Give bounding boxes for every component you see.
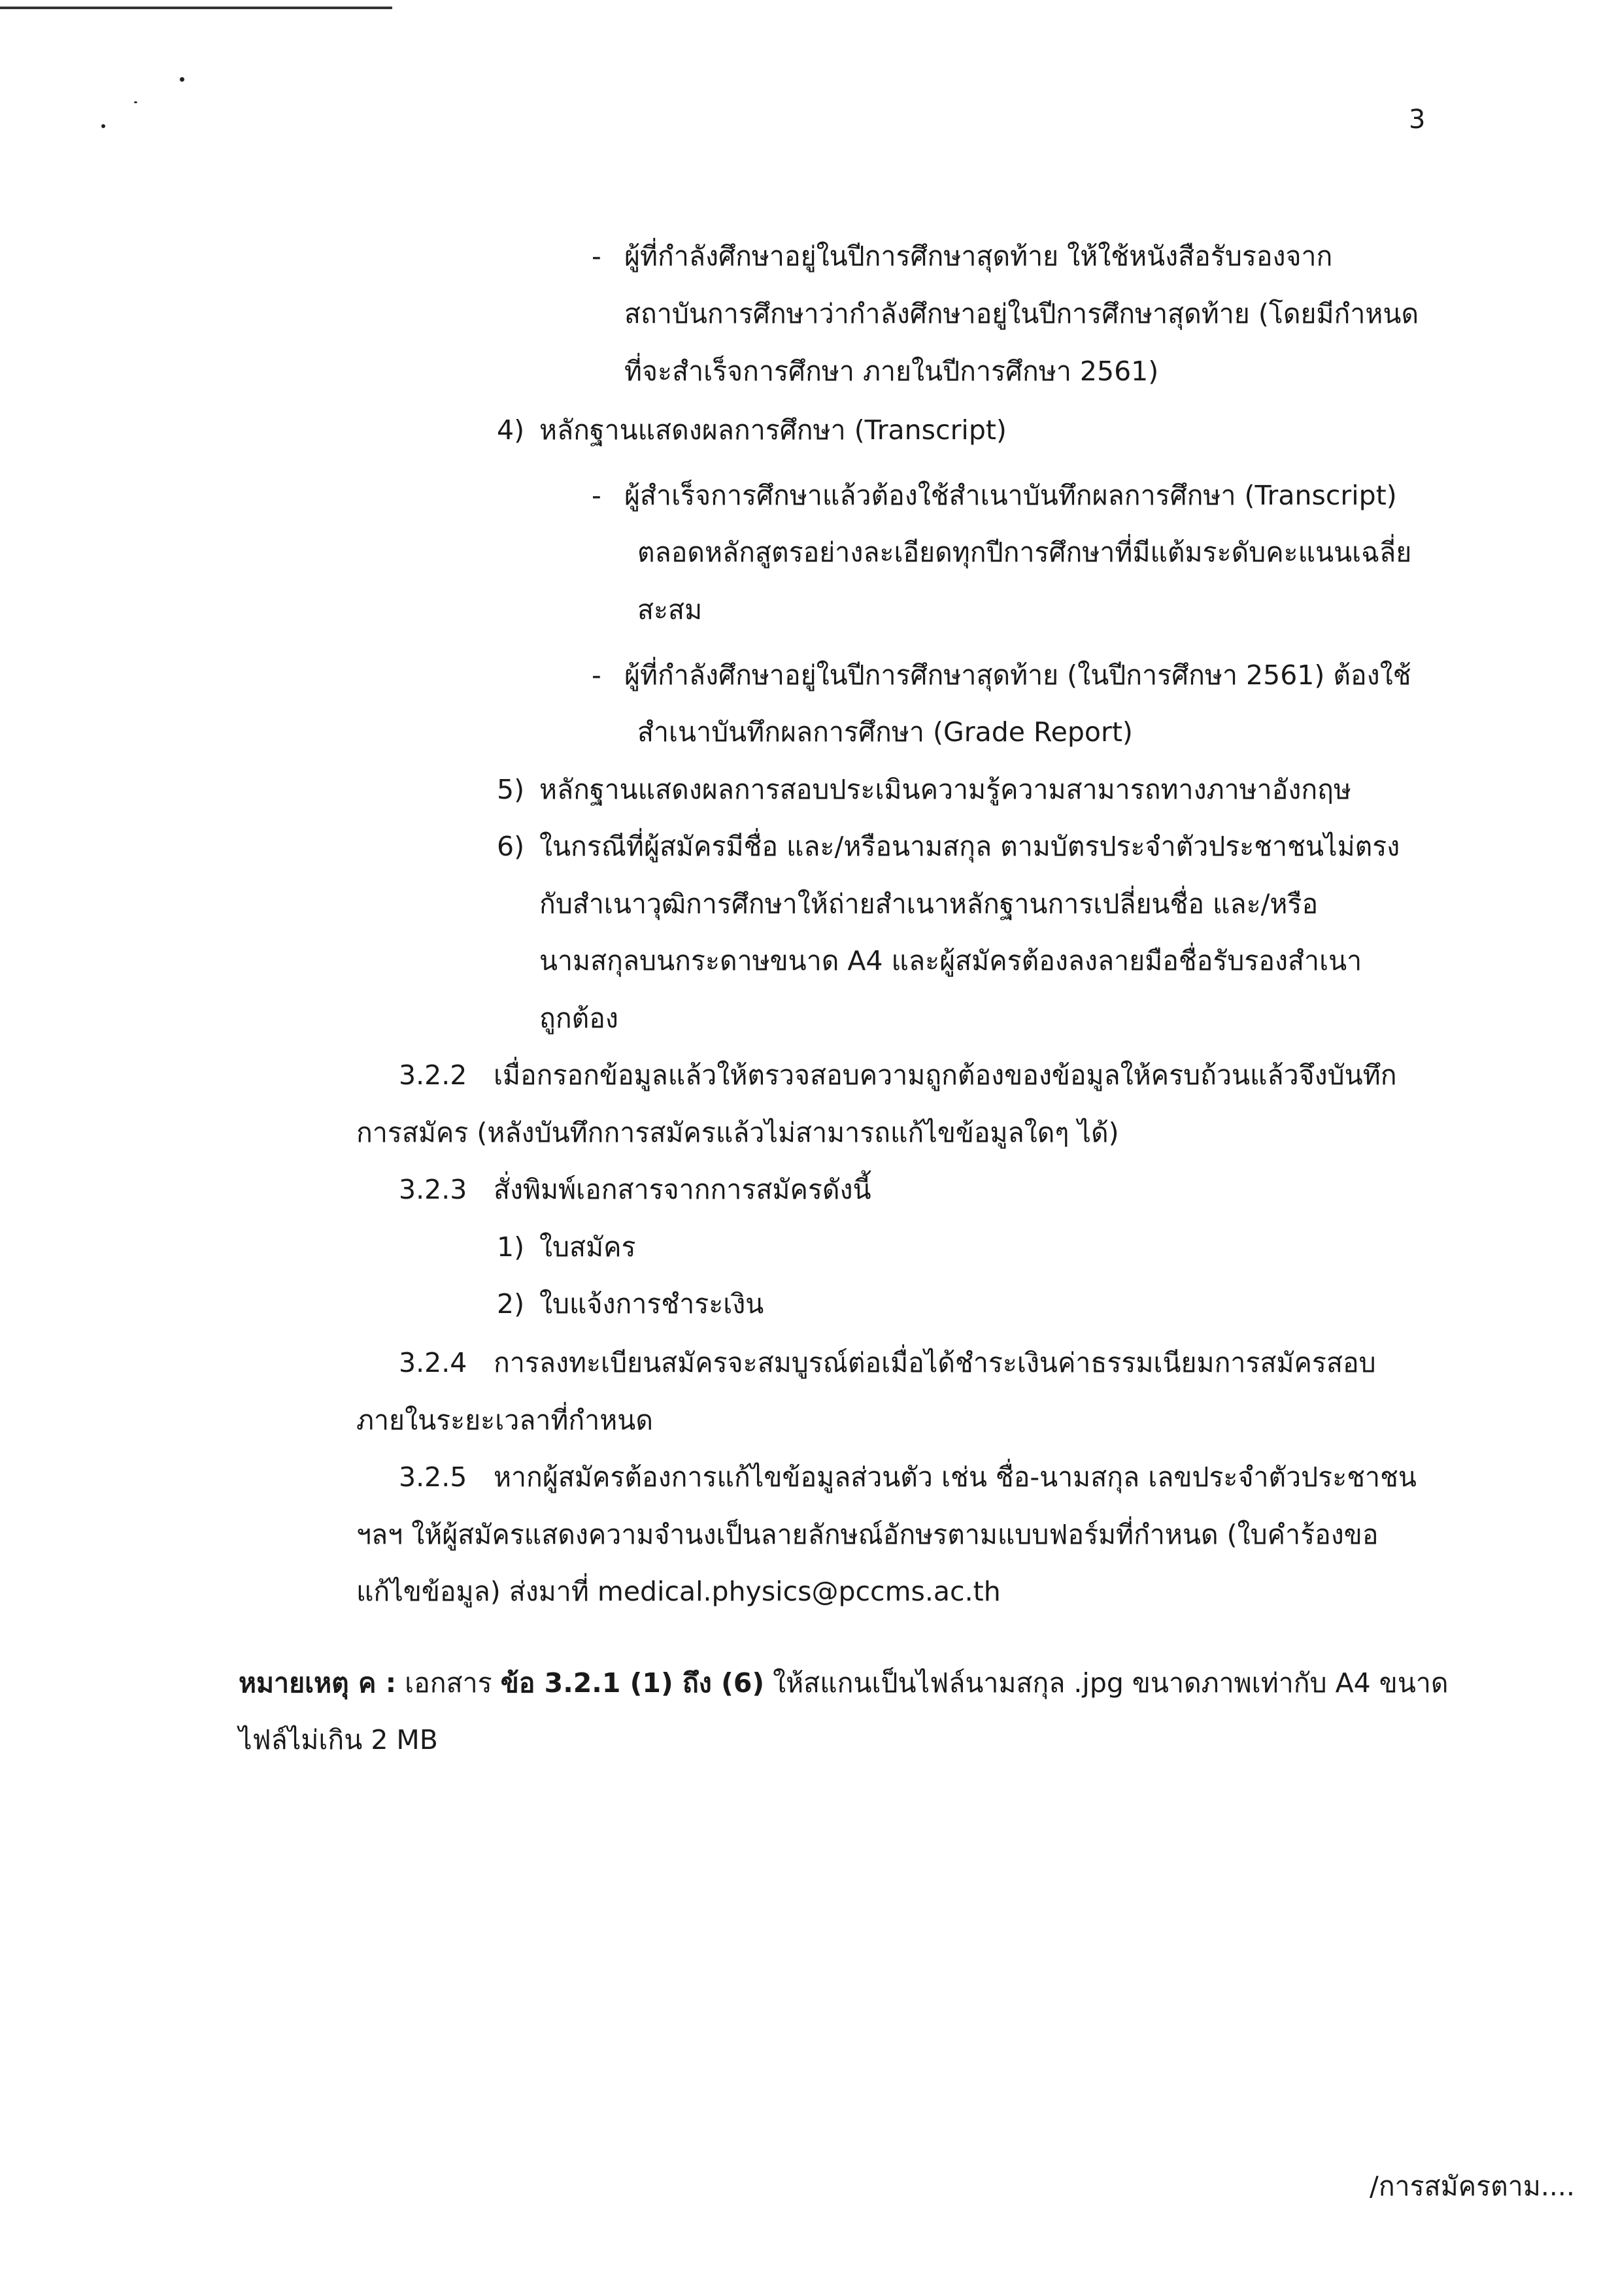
item-6-line-4: ถูกต้อง [539, 1003, 618, 1034]
continuation-marker: /การสมัครตาม.... [1370, 2171, 1575, 2202]
item-6-line-2: กับสำเนาวุฒิการศึกษาให้ถ่ายสำเนาหลักฐานการเปลี่ยนชื่อ และ/หรือ [539, 888, 1319, 920]
item-4-heading: หลักฐานแสดงผลการศึกษา (Transcript) [539, 414, 1007, 446]
bullet-dash: - [592, 241, 601, 272]
section-3-2-3-item-2: ใบแจ้งการชำระเงิน [539, 1288, 764, 1320]
item-6-line-1: ในกรณีที่ผู้สมัครมีชื่อ และ/หรือนามสกุล ตามบัตรประจำตัวประชาชนไม่ตรง [539, 831, 1400, 862]
section-3-2-3-line-1: สั่งพิมพ์เอกสารจากการสมัครดังนี้ [494, 1174, 871, 1205]
section-3-2-4-line-1: การลงทะเบียนสมัครจะสมบูรณ์ต่อเมื่อได้ชำระเงินค่าธรรมเนียมการสมัครสอบ [494, 1347, 1376, 1378]
final-year-cert-line-2: สถาบันการศึกษาว่ากำลังศึกษาอยู่ในปีการศึกษาสุดท้าย (โดยมีกำหนด [624, 298, 1419, 329]
section-3-2-3-item-1: ใบสมัคร [539, 1231, 636, 1263]
graduated-line-1: ผู้สำเร็จการศึกษาแล้วต้องใช้สำเนาบันทึกผลการศึกษา (Transcript) [624, 480, 1397, 511]
note-document-reference: ข้อ 3.2.1 (1) ถึง (6) [500, 1667, 765, 1699]
note-text-a: เอกสาร [396, 1667, 501, 1699]
studying-line-2: สำเนาบันทึกผลการศึกษา (Grade Report) [637, 716, 1133, 748]
scan-speck [180, 77, 184, 82]
scan-top-rule [0, 7, 392, 9]
final-year-cert-line-1: ผู้ที่กำลังศึกษาอยู่ในปีการศึกษาสุดท้าย ให้ใช้หนังสือรับรองจาก [624, 241, 1333, 272]
bullet-dash: - [592, 480, 601, 511]
final-year-cert-line-3: ที่จะสำเร็จการศึกษา ภายในปีการศึกษา 2561) [624, 356, 1159, 387]
page-number: 3 [1409, 105, 1426, 135]
section-3-2-2-line-1: เมื่อกรอกข้อมูลแล้วให้ตรวจสอบความถูกต้องของข้อมูลให้ครบถ้วนแล้วจึงบันทึก [494, 1059, 1397, 1091]
item-6-line-3: นามสกุลบนกระดาษขนาด A4 และผู้สมัครต้องลงลายมือชื่อรับรองสำเนา [539, 945, 1362, 976]
item-6-number: 6) [497, 831, 525, 862]
section-3-2-2-line-2: การสมัคร (หลังบันทึกการสมัครแล้วไม่สามารถแก้ไขข้อมูลใดๆ ได้) [356, 1117, 1119, 1148]
note-label: หมายเหตุ ค : [239, 1667, 397, 1699]
item-4-number: 4) [497, 414, 525, 446]
bullet-dash: - [592, 659, 601, 691]
note-text-b: ให้สแกนเป็นไฟล์นามสกุล .jpg ขนาดภาพเท่ากับ A4 ขนาด [764, 1667, 1449, 1699]
section-3-2-5-number: 3.2.5 [399, 1461, 467, 1493]
scan-speck [134, 101, 137, 103]
section-3-2-4-line-2: ภายในระยะเวลาที่กำหนด [356, 1405, 653, 1436]
section-3-2-3-number: 3.2.3 [399, 1174, 467, 1205]
section-3-2-5-line-3: แก้ไขข้อมูล) ส่งมาที่ medical.physics@pccms.ac.th [356, 1576, 1001, 1607]
item-5-number: 5) [497, 774, 525, 805]
graduated-line-2: ตลอดหลักสูตรอย่างละเอียดทุกปีการศึกษาที่มีแต้มระดับคะแนนเฉลี่ย [637, 537, 1412, 568]
section-3-2-3-item-1-number: 1) [497, 1231, 525, 1263]
section-3-2-3-item-2-number: 2) [497, 1288, 525, 1320]
section-3-2-5-line-2: ฯลฯ ให้ผู้สมัครแสดงความจำนงเป็นลายลักษณ์อักษรตามแบบฟอร์มที่กำหนด (ใบคำร้องขอ [356, 1519, 1379, 1550]
section-3-2-5-line-1: หากผู้สมัครต้องการแก้ไขข้อมูลส่วนตัว เช่น ชื่อ-นามสกุล เลขประจำตัวประชาชน [494, 1461, 1417, 1493]
graduated-line-3: สะสม [637, 594, 703, 625]
note-line-1 [239, 1663, 1449, 1703]
studying-line-1: ผู้ที่กำลังศึกษาอยู่ในปีการศึกษาสุดท้าย (ในปีการศึกษา 2561) ต้องใช้ [624, 659, 1411, 691]
scan-speck [101, 124, 105, 128]
section-3-2-4-number: 3.2.4 [399, 1347, 467, 1378]
item-5-text: หลักฐานแสดงผลการสอบประเมินความรู้ความสามารถทางภาษาอังกฤษ [539, 774, 1352, 805]
note-line-2: ไฟล์ไม่เกิน 2 MB [239, 1724, 438, 1755]
section-3-2-2-number: 3.2.2 [399, 1059, 467, 1091]
